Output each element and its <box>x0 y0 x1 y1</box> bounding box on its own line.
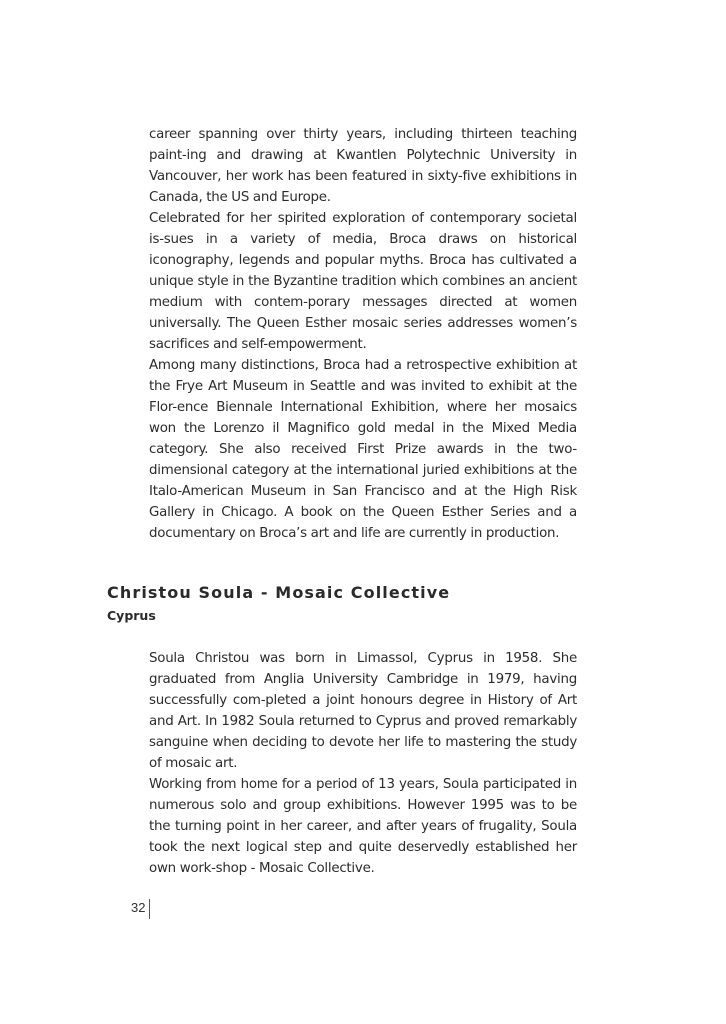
bio-paragraph: Among many distinctions, Broca had a retrospective exhibition at the Frye Art Museum in Seattle and was invited to exhibit at the Flor-ence Biennale International Exhibition, where her mosaics won the Lorenzo il Magnifico gold medal in the Mixed Media category. She also received First Prize awards in the two-dimensional category at the international juried exhibitions at the Italo-American Museum in San Francisco and at the High Risk Gallery in Chicago. A book on the Queen Esther Series and a documentary on Broca’s art and life are currently in production. <box>149 358 577 541</box>
bio-paragraph: Soula Christou was born in Limassol, Cyprus in 1958. She graduated from Anglia University Cambridge in 1979, having successfully com-pleted a joint honours degree in History of Art and Art. In 1982 Soula returned to Cyprus and proved remarkably sanguine when deciding to devote her life to mastering the study of mosaic art. <box>149 651 577 771</box>
bio-paragraph: Celebrated for her spirited exploration of contemporary societal is-sues in a variety of media, Broca draws on historical iconography, legends and popular myths. Broca has cultivated a unique style in the Byzantine tradition which combines an ancient medium with contem-porary messages directed at women universally. The Queen Esther mosaic series addresses women’s sacrifices and self-empowerment. <box>149 211 577 352</box>
artist-bio <box>149 648 577 879</box>
bio-paragraph: career spanning over thirty years, including thirteen teaching paint-ing and drawing at Kwantlen Polytechnic University in Vancouver, her work has been featured in sixty-five exhibitions in Canada, the US and Europe. <box>149 127 577 205</box>
artist-heading: Christou Soula - Mosaic Collective <box>107 583 451 602</box>
artist-country: Cyprus <box>107 608 156 623</box>
page-number-divider <box>149 899 150 919</box>
artist-bio-continued <box>149 124 577 544</box>
page-number: 32 <box>131 900 146 915</box>
bio-paragraph: Working from home for a period of 13 years, Soula participated in numerous solo and group exhibitions. However 1995 was to be the turning point in her career, and after years of frugality, Soula took the next logical step and quite deservedly established her own work-shop - Mosaic Collective. <box>149 777 577 876</box>
